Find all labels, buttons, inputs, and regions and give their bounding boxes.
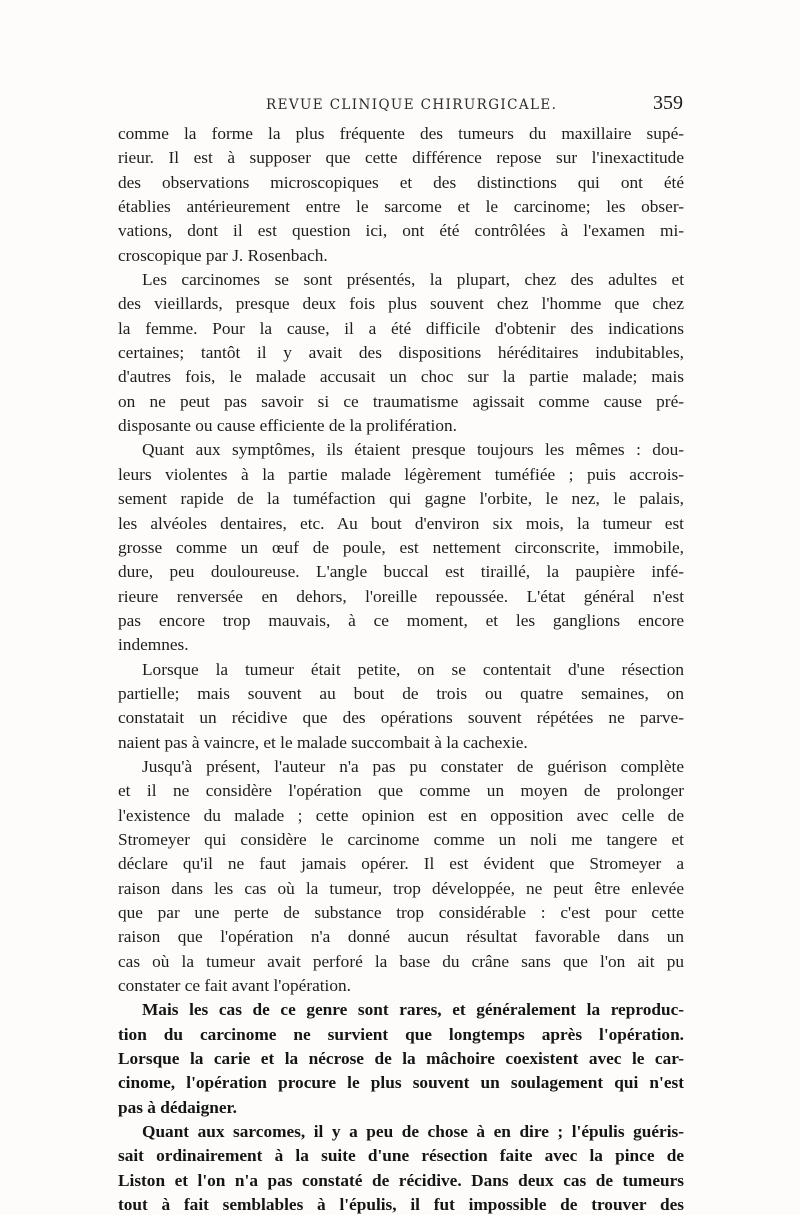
- text-line: disposante ou cause efficiente de la prolifération.: [118, 416, 457, 436]
- text-line: des vieillards, presque deux fois plus souvent chez l'homme que chez: [118, 294, 684, 314]
- text-line: Stromeyer qui considère le carcinome comme un noli me tangere et: [118, 829, 684, 849]
- text-line: cas où la tumeur avait perforé la base du crâne sans que l'on ait pu: [118, 951, 684, 971]
- paragraph-6: [118, 998, 684, 1120]
- text-line: constatait un récidive que des opérations souvent répétées ne parve-: [118, 708, 684, 728]
- text-line: Lorsque la carie et la nécrose de la mâchoire coexistent avec le car-: [118, 1049, 684, 1069]
- text-line: comme la forme la plus fréquente des tumeurs du maxillaire supé-: [118, 124, 684, 143]
- text-line: cinome, l'opération procure le plus souvent un soulagement qui n'est: [118, 1073, 684, 1093]
- text-line: établies antérieurement entre le sarcome et le carcinome; les obser-: [118, 197, 684, 217]
- text-line: leurs violentes à la partie malade légèrement tuméfiée ; puis accrois-: [118, 464, 684, 484]
- paragraph-4: [118, 658, 684, 755]
- text-line: Quant aux symptômes, ils étaient presque toujours les mêmes : dou-: [142, 440, 684, 460]
- paragraph-1: [118, 122, 684, 268]
- text-line: sement rapide de la tuméfaction qui gagne l'orbite, le nez, le palais,: [118, 489, 684, 509]
- text-line: Jusqu'à présent, l'auteur n'a pas pu constater de guérison complète: [142, 756, 684, 776]
- text-line: raison que l'opération n'a donné aucun résultat favorable dans un: [118, 927, 684, 947]
- page-number: 359: [653, 92, 683, 114]
- text-line: constater ce fait avant l'opération.: [118, 976, 351, 996]
- text-line: Lorsque la tumeur était petite, on se contentait d'une résection: [142, 659, 684, 679]
- text-line: croscopique par J. Rosenbach.: [118, 245, 328, 265]
- running-title: REVUE CLINIQUE CHIRURGICALE.: [266, 97, 558, 113]
- paragraph-7: [118, 1120, 684, 1217]
- text-line: Quant aux sarcomes, il y a peu de chose à en dire ; l'épulis guéris-: [142, 1122, 684, 1142]
- text-line: rieur. Il est à supposer que cette différence repose sur l'inexactitude: [118, 148, 684, 168]
- text-line: et il ne considère l'opération que comme un moyen de prolonger: [118, 781, 684, 801]
- text-line: des observations microscopiques et des distinctions qui ont été: [118, 172, 684, 192]
- running-header: [118, 92, 683, 125]
- text-line: raison dans les cas où la tumeur, trop développée, ne peut être enlevée: [118, 878, 684, 898]
- paragraph-2: [118, 268, 684, 438]
- text-line: déclare qu'il ne faut jamais opérer. Il est évident que Stromeyer a: [118, 854, 684, 874]
- text-line: l'existence du malade ; cette opinion est en opposition avec celle de: [118, 805, 684, 825]
- text-line: vations, dont il est question ici, ont été contrôlées à l'examen mi-: [118, 221, 684, 241]
- text-line: Mais les cas de ce genre sont rares, et généralement la reproduc-: [142, 1000, 684, 1020]
- text-line: sait ordinairement à la suite d'une résection faite avec la pince de: [118, 1146, 684, 1166]
- text-line: la femme. Pour la cause, il a été difficile d'obtenir des indications: [118, 318, 684, 338]
- text-line: rieure renversée en dehors, l'oreille repoussée. L'état général n'est: [118, 586, 684, 606]
- text-line: d'autres fois, le malade accusait un choc sur la partie malade; mais: [118, 367, 684, 387]
- text-line: on ne peut pas savoir si ce traumatisme agissait comme cause pré-: [118, 391, 684, 411]
- body-text: [118, 122, 684, 1217]
- text-line: tout à fait semblables à l'épulis, il fut impossible de trouver des: [118, 1195, 684, 1215]
- text-line: les alvéoles dentaires, etc. Au bout d'environ six mois, la tumeur est: [118, 513, 684, 533]
- text-line: pas à dédaigner.: [118, 1097, 237, 1117]
- paragraph-3: [118, 438, 684, 657]
- text-line: partielle; mais souvent au bout de trois ou quatre semaines, on: [118, 683, 684, 703]
- text-line: tion du carcinome ne survient que longtemps après l'opération.: [118, 1024, 684, 1044]
- text-line: pas encore trop mauvais, à ce moment, et les ganglions encore: [118, 610, 684, 630]
- text-line: naient pas à vaincre, et le malade succombait à la cachexie.: [118, 732, 528, 752]
- text-line: Les carcinomes se sont présentés, la plupart, chez des adultes et: [142, 270, 684, 290]
- text-line: certaines; tantôt il y avait des dispositions héréditaires indubitables,: [118, 343, 684, 363]
- text-line: grosse comme un œuf de poule, est nettement circonscrite, immobile,: [118, 537, 684, 557]
- text-line: que par une perte de substance trop considérable : c'est pour cette: [118, 903, 684, 922]
- text-line: indemnes.: [118, 635, 189, 655]
- paragraph-5: [118, 755, 684, 998]
- text-line: Liston et l'on n'a pas constaté de récidive. Dans deux cas de tumeurs: [118, 1170, 684, 1190]
- text-line: dure, peu douloureuse. L'angle buccal est tiraillé, la paupière infé-: [118, 562, 684, 582]
